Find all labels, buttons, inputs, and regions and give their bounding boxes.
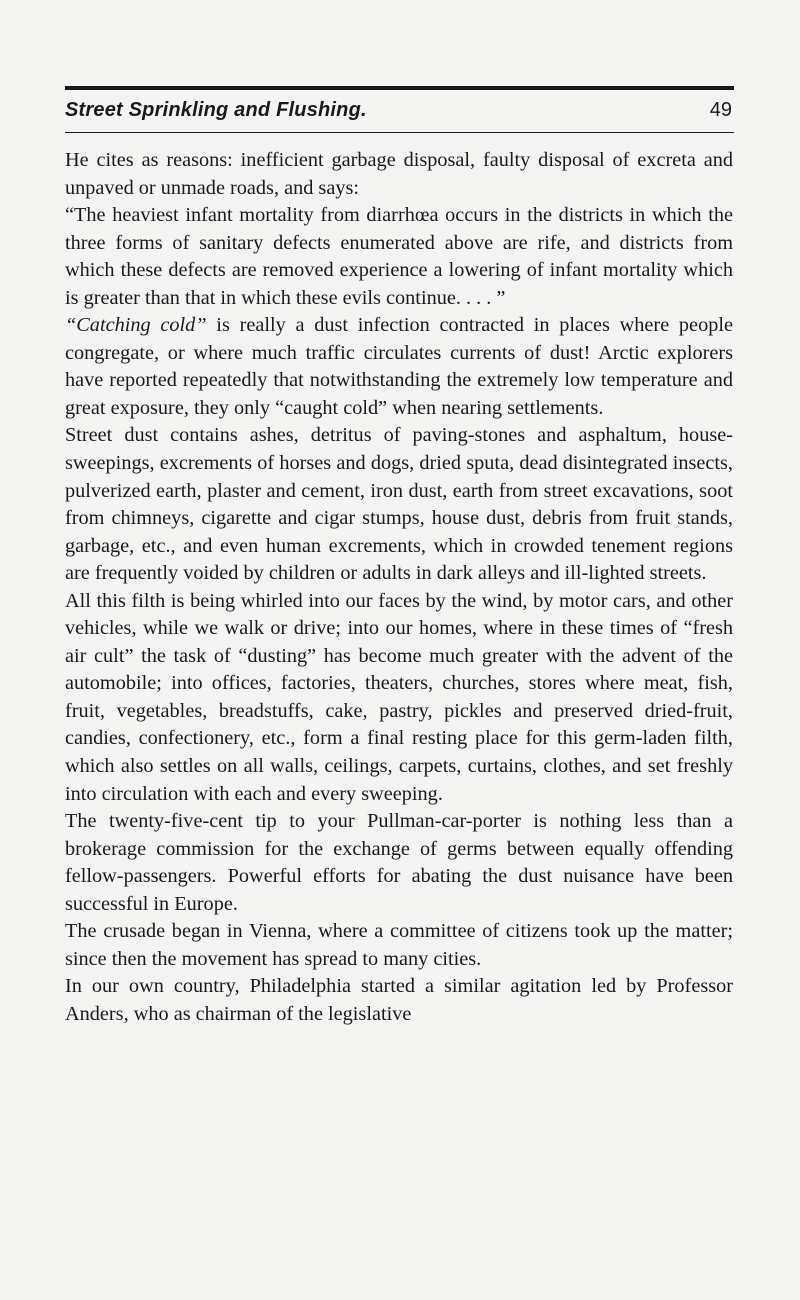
paragraph-text: All this filth is being whirled into our faces by the wind, by motor cars, and other vehicles, while we walk or drive; into our homes, where in these times of “fresh air cult” the task of “dusting” has become much greater with the advent of the automobile; into offices, factories, theaters, churches, stores where meat, fish, fruit, vegetables, breadstuffs, cake, pastry, pickles and preserved dried-fruit, candies, confectionery, etc., form a final resting place for this germ-laden filth, which also settles on all walls, ceilings, carpets, curtains, clothes, and set freshly into circulation with each and every sweeping.: [65, 589, 733, 805]
paragraph-text: is really a dust infection contracted in places where people congregate, or where much traffic circulates currents of dust! Arctic explorers have reported repeatedly that notwithstanding the extremely low temperature and great exposure, they only “caught cold” when nearing settlements.: [65, 314, 733, 419]
paragraph: [65, 973, 733, 1028]
paragraph: [65, 918, 733, 973]
page-number: 49: [709, 99, 732, 121]
paragraph-text: The twenty-five-cent tip to your Pullman-car-porter is nothing less than a brokerage commission for the exchange of germs between equally offending fellow-passengers. Powerful efforts for abating the dust nuisance have been successful in Europe.: [65, 810, 733, 915]
paragraph: [65, 147, 733, 202]
running-head: Street Sprinkling and Flushing.: [65, 99, 367, 121]
italic-lead: “Catching cold”: [65, 314, 207, 337]
top-rule: [65, 86, 734, 90]
page-header: [65, 99, 734, 133]
header-rule: [65, 132, 734, 133]
paragraph: [65, 808, 733, 918]
paragraph: [65, 312, 733, 422]
paragraph: [65, 202, 733, 312]
paragraph-text: He cites as reasons: inefficient garbage disposal, faulty disposal of excreta and unpaved or unmade roads, and says:: [65, 149, 733, 199]
paragraph: [65, 588, 733, 808]
paragraph-text: Street dust contains ashes, detritus of paving-stones and asphaltum, house-sweepings, excrements of horses and dogs, dried sputa, dead disintegrated insects, pulverized earth, plaster and cement, iron dust, earth from street excavations, soot from chimneys, cigarette and cigar stumps, house dust, debris from fruit stands, garbage, etc., and even human excrements, which in crowded tenement regions are frequently voided by children or adults in dark alleys and ill-lighted streets.: [65, 424, 733, 585]
body-text: [65, 147, 733, 1029]
paragraph-text: In our own country, Philadelphia started a similar agitation led by Professor Anders, who as chairman of the legislative: [65, 975, 733, 1025]
paragraph: [65, 422, 733, 587]
paragraph-text: The crusade began in Vienna, where a committee of citizens took up the matter; since then the movement has spread to many cities.: [65, 920, 733, 970]
paragraph-text: “The heaviest infant mortality from diarrhœa occurs in the districts in which the three forms of sanitary defects enumerated above are rife, and districts from which these defects are removed experience a lowering of infant mortality which is greater than that in which these evils continue. . . . ”: [65, 204, 733, 309]
